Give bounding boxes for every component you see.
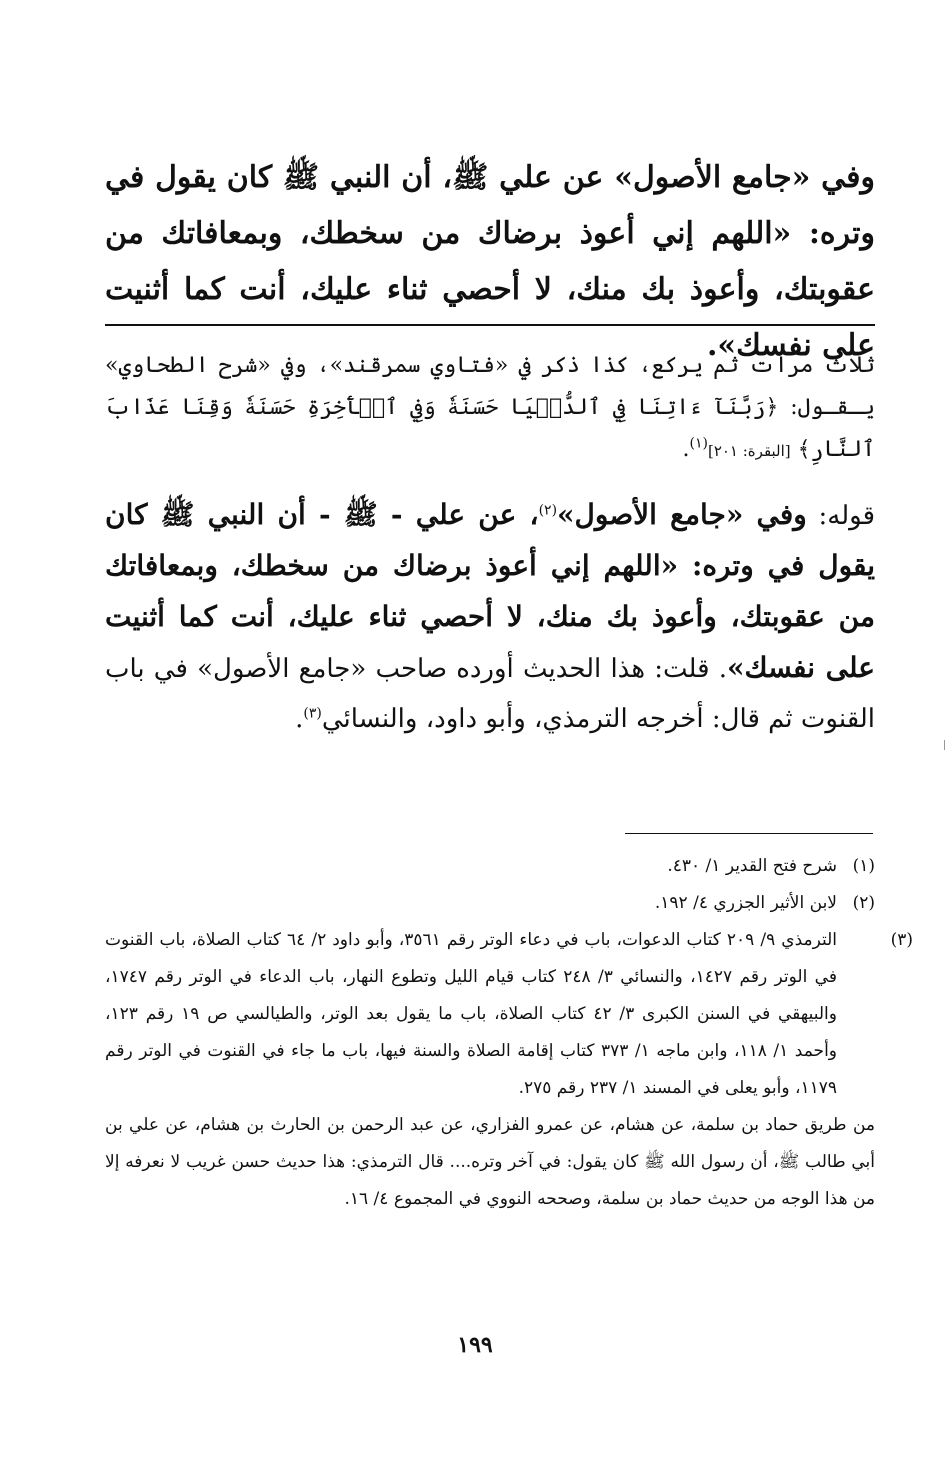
footnote-2 — [105, 885, 875, 922]
quran-reference: [البقرة: ٢٠١] — [707, 442, 791, 460]
footnote-continuation: من طريق حماد بن سلمة، عن هشام، عن عمرو الفزاري، عن عبد الرحمن بن الحارث بن هشام، عن علي بن أبي طالب ﷺ، أن رسول الله ﷺ كان يقول: في آخر وتره.... قال الترمذي: هذا حديث حسن غريب لا نعرفه إلا من هذا الوجه من حديث حماد بن سلمة، وصححه النووي في المجموع ٤/ ١٦. — [105, 1115, 875, 1209]
matn-text: وفي «جامع الأصول» عن علي ﷺ، أن النبي ﷺ كان يقول في وتره: «اللهم إني أعوذ برضاك من سخطك، وبمعافاتك من عقوبتك، وأعوذ بك منك، لا أحصي ثناء عليك، أنت كما أثنيت على نفسك». — [105, 160, 875, 363]
sharh-2-commentary: . قلت: هذا الحديث أورده صاحب «جامع الأصول» في باب القنوت ثم قال: أخرجه الترمذي، وأبو داود، والنسائي — [105, 654, 875, 734]
footnote-1-text: شرح فتح القدير ١/ ٤٣٠. — [667, 856, 837, 876]
matn-separator-rule — [105, 324, 875, 326]
footnote-1 — [105, 848, 875, 885]
sharh-paragraph-1 — [105, 345, 875, 472]
sharh-1-text: ثلاث مرات ثم يركع، كذا ذكر في «فتاوي سمرقند»، وفي «شرح الطحاوي» يـقـول: ﴿رَبَّنَآ ءَاتِنَا فِي ٱلدُّنۡيَا حَسَنَةٗ وَفِي ٱلۡأٓخِرَةِ حَسَنَةٗ وَقِنَا عَذَابَ ٱلنَّارِ﴾ — [105, 353, 875, 462]
footnote-2-text: لابن الأثير الجزري ٤/ ١٩٢. — [654, 893, 837, 913]
margin-mark — [944, 740, 945, 750]
footnote-3-number: (٣) — [890, 930, 914, 950]
footnote-mark-1: (١) — [689, 435, 708, 452]
footnote-mark-3: (٣) — [303, 705, 322, 722]
footnotes — [105, 848, 914, 1218]
footnote-1-number: (١) — [852, 856, 875, 876]
matn-paragraph — [105, 150, 875, 374]
sharh-1-end: . — [682, 437, 690, 462]
footnote-2-number: (٢) — [852, 893, 875, 913]
footnote-3-text: الترمذي ٩/ ٢٠٩ كتاب الدعوات، باب في دعاء الوتر رقم ٣٥٦١، وأبو داود ٢/ ٦٤ كتاب الصلاة، باب القنوت في الوتر رقم ١٤٢٧، والنسائي ٣/ ٢٤٨ كتاب قيام الليل وتطوع النهار، باب الدعاء في الوتر رقم ١٧٤٧، والبيهقي في السنن الكبرى ٣/ ٤٢ كتاب الصلاة، باب ما يقول بعد الوتر، والطيالسي ص ١٩ رقم ١٢٣، وأحمد ١/ ١١٨، وابن ماجه ١/ ٣٧٣ كتاب إقامة الصلاة والسنة فيها، باب ما جاء في القنوت في الوتر رقم ١١٧٩، وأبو يعلى في المسند ١/ ٢٣٧ رقم ٢٧٥. — [105, 930, 838, 1098]
footnote-mark-2: (٢) — [538, 502, 558, 519]
sharh-2-end: . — [295, 704, 304, 734]
page-number: ١٩٩ — [457, 1332, 493, 1358]
footnote-3 — [105, 922, 914, 1107]
sharh-paragraph-2 — [105, 490, 875, 744]
sharh-2-quoted-source: وفي «جامع الأصول» — [557, 498, 807, 531]
sharh-2-quoted-hadith: ، عن علي - ﷺ - أن النبي ﷺ كان يقول في وتره: «اللهم إني أعوذ برضاك من سخطك، وبمعافاتك من عقوبتك، وأعوذ بك منك، لا أحصي ثناء عليك، أنت كما أثنيت على نفسك» — [105, 498, 875, 684]
sharh-2-intro: قوله: — [806, 501, 876, 531]
footnote-separator-rule — [625, 833, 873, 834]
